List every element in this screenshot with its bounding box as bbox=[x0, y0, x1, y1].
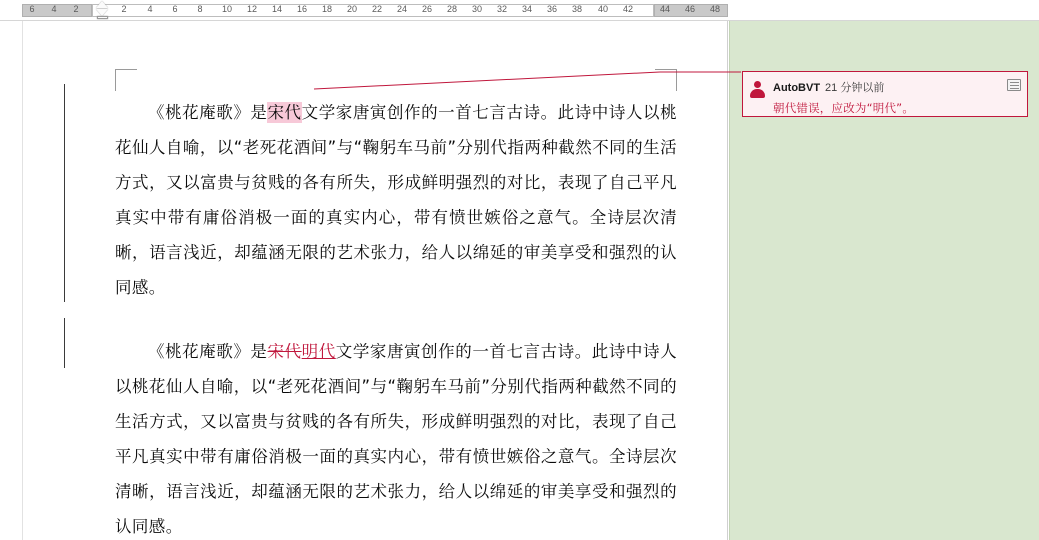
margin-mark-top-left bbox=[115, 69, 137, 91]
avatar-icon bbox=[749, 80, 766, 99]
ruler-number: 12 bbox=[246, 4, 258, 14]
ruler-number: 26 bbox=[421, 4, 433, 14]
change-bar-paragraph-1 bbox=[64, 84, 65, 302]
ruler-number: 10 bbox=[221, 4, 233, 14]
ruler-number: 32 bbox=[496, 4, 508, 14]
ruler-number: 8 bbox=[197, 4, 203, 14]
ruler-number: 22 bbox=[371, 4, 383, 14]
ruler-number: 30 bbox=[471, 4, 483, 14]
ruler-number: 24 bbox=[396, 4, 408, 14]
ruler-number: 14 bbox=[271, 4, 283, 14]
paragraph-1-rest: 文学家唐寅创作的一首七言古诗。此诗中诗人以桃花仙人自喻，以“老死花酒间”与“鞠躬车马前”分别代指两种截然不同的生活方式，又以富贵与贫贱的各有所失，形成鲜明强烈的对比，表现了自己平凡真实中带有庸俗消极一面的真实内心，带有愤世嫉俗之意气。全诗层次清晰，语言浅近，却蕴涵无限的艺术张力，给人以绵延的审美享受和强烈的认同感。 bbox=[115, 103, 677, 297]
margin-mark-top-right bbox=[655, 69, 677, 91]
ruler-number: 4 bbox=[147, 4, 153, 14]
paragraph-2-lead: 《桃花庵歌》是 bbox=[148, 342, 268, 361]
ruler-number: 16 bbox=[296, 4, 308, 14]
comment-timestamp: 21 分钟以前 bbox=[825, 82, 885, 94]
deleted-text[interactable]: 宋代 bbox=[267, 342, 302, 361]
ruler-number: 48 bbox=[709, 4, 721, 14]
ruler-number: 38 bbox=[571, 4, 583, 14]
document-page[interactable] bbox=[22, 21, 728, 540]
ruler-number: 46 bbox=[684, 4, 696, 14]
first-line-indent-marker[interactable] bbox=[96, 1, 109, 19]
ruler-number: 2 bbox=[73, 4, 79, 14]
ruler-number: 6 bbox=[29, 4, 35, 14]
ruler-number: 28 bbox=[446, 4, 458, 14]
comment-card[interactable] bbox=[742, 71, 1028, 117]
comment-reply-icon[interactable] bbox=[1007, 79, 1021, 91]
document-body[interactable] bbox=[115, 95, 677, 540]
change-bar-paragraph-2 bbox=[64, 318, 65, 368]
ruler-number: 4 bbox=[51, 4, 57, 14]
ruler-number: 18 bbox=[321, 4, 333, 14]
paragraph-original[interactable] bbox=[115, 95, 677, 305]
ruler-track[interactable] bbox=[0, 0, 1039, 20]
horizontal-ruler[interactable] bbox=[0, 0, 1039, 21]
ruler-number: 6 bbox=[172, 4, 178, 14]
comment-text: 朝代错误，应改为“明代”。 bbox=[773, 101, 915, 115]
highlighted-text[interactable]: 宋代 bbox=[267, 103, 302, 122]
ruler-number: 36 bbox=[546, 4, 558, 14]
ruler-number: 2 bbox=[121, 4, 127, 14]
ruler-number: 40 bbox=[597, 4, 609, 14]
paragraph-1-lead: 《桃花庵歌》是 bbox=[148, 103, 268, 122]
ruler-number: 34 bbox=[521, 4, 533, 14]
comment-author: AutoBVT bbox=[773, 82, 821, 94]
inserted-text[interactable]: 明代 bbox=[301, 342, 336, 361]
paragraph-tracked-changes[interactable] bbox=[115, 334, 677, 540]
ruler-number: 42 bbox=[622, 4, 634, 14]
comment-pane bbox=[729, 21, 1039, 540]
ruler-number: 44 bbox=[659, 4, 671, 14]
comment-header bbox=[773, 78, 1019, 96]
paragraph-2-rest: 文学家唐寅创作的一首七言古诗。此诗中诗人以桃花仙人自喻，以“老死花酒间”与“鞠躬车马前”分别代指两种截然不同的生活方式，又以富贵与贫贱的各有所失，形成鲜明强烈的对比，表现了自己平凡真实中带有庸俗消极一面的真实内心，带有愤世嫉俗之意气。全诗层次清晰，语言浅近，却蕴涵无限的艺术张力，给人以绵延的审美享受和强烈的认同感。 bbox=[115, 342, 677, 536]
ruler-number: 20 bbox=[346, 4, 358, 14]
